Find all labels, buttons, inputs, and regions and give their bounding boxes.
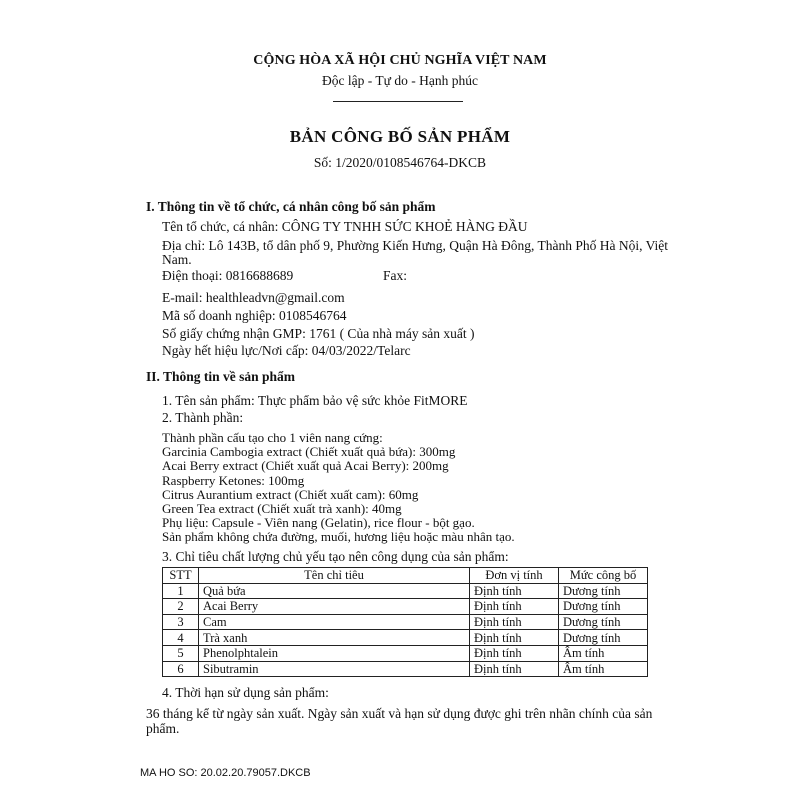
cell-unit: Định tính bbox=[470, 614, 559, 630]
col-criteria: Tên chỉ tiêu bbox=[199, 568, 470, 584]
address-line1: Địa chỉ: Lô 143B, tổ dân phố 9, Phường Kiến Hưng, Quận Hà Đông, Thành Phố Hà Nội, Việt bbox=[162, 238, 669, 253]
composition-line: Acai Berry extract (Chiết xuất quả Acai Berry): 200mg bbox=[162, 458, 449, 474]
cell-level: Dương tính bbox=[559, 630, 648, 646]
product-name: 1. Tên sản phẩm: Thực phẩm bảo vệ sức khỏe FitMORE bbox=[162, 393, 468, 408]
table-header-row bbox=[163, 568, 648, 584]
certificate-expiry: Ngày hết hiệu lực/Nơi cấp: 04/03/2022/Telarc bbox=[162, 343, 411, 358]
table-row bbox=[163, 645, 648, 661]
cell-stt: 6 bbox=[163, 661, 199, 677]
composition-line: Garcinia Cambogia extract (Chiết xuất quả bứa): 300mg bbox=[162, 444, 456, 460]
country-header: CỘNG HÒA XÃ HỘI CHỦ NGHĨA VIỆT NAM bbox=[253, 53, 547, 68]
cell-unit: Định tính bbox=[470, 661, 559, 677]
cell-unit: Định tính bbox=[470, 583, 559, 599]
fax: Fax: bbox=[383, 268, 408, 283]
cell-level: Dương tính bbox=[559, 614, 648, 630]
cell-level: Dương tính bbox=[559, 599, 648, 615]
shelf-life-line1: 36 tháng kể từ ngày sản xuất. Ngày sản xuất và hạn sử dụng được ghi trên nhãn chính của sản bbox=[146, 706, 653, 721]
cell-criteria: Sibutramin bbox=[199, 661, 470, 677]
cell-stt: 5 bbox=[163, 645, 199, 661]
composition-line: Thành phần cấu tạo cho 1 viên nang cứng: bbox=[162, 430, 383, 445]
table-row bbox=[163, 614, 648, 630]
phone: Điện thoại: 0816688689 bbox=[162, 268, 294, 283]
composition-list bbox=[162, 431, 515, 545]
cell-criteria: Trà xanh bbox=[199, 630, 470, 646]
cell-criteria: Cam bbox=[199, 614, 470, 630]
document-number: Số: 1/2020/0108546764-DKCB bbox=[313, 155, 487, 170]
composition-line: Green Tea extract (Chiết xuất trà xanh): 40mg bbox=[162, 501, 402, 517]
cell-criteria: Quả bứa bbox=[199, 583, 470, 599]
section2-heading: II. Thông tin về sản phẩm bbox=[146, 369, 296, 384]
cell-unit: Định tính bbox=[470, 630, 559, 646]
business-code: Mã số doanh nghiệp: 0108546764 bbox=[162, 308, 347, 323]
cell-stt: 3 bbox=[163, 614, 199, 630]
document-title: BẢN CÔNG BỐ SẢN PHẨM bbox=[289, 127, 511, 146]
table-row bbox=[163, 599, 648, 615]
composition-line: Phụ liệu: Capsule - Viên nang (Gelatin), rice flour - bột gạo. bbox=[162, 515, 475, 531]
cell-stt: 1 bbox=[163, 583, 199, 599]
col-level: Mức công bố bbox=[559, 568, 648, 584]
composition-line: Citrus Aurantium extract (Chiết xuất cam): 60mg bbox=[162, 486, 419, 502]
cell-criteria: Acai Berry bbox=[199, 599, 470, 615]
address-line2: Nam. bbox=[162, 252, 192, 267]
cell-level: Âm tính bbox=[559, 645, 648, 661]
col-unit: Đơn vị tính bbox=[470, 568, 559, 584]
quality-criteria-label: 3. Chỉ tiêu chất lượng chủ yếu tạo nên công dụng của sản phẩm: bbox=[162, 549, 509, 564]
gmp-certificate: Số giấy chứng nhận GMP: 1761 ( Của nhà máy sản xuất ) bbox=[162, 326, 475, 341]
org-name: Tên tổ chức, cá nhân: CÔNG TY TNHH SỨC KHOẺ HÀNG ĐẦU bbox=[162, 219, 528, 234]
col-stt: STT bbox=[163, 568, 199, 584]
cell-unit: Định tính bbox=[470, 599, 559, 615]
table-row bbox=[163, 630, 648, 646]
composition-line: Raspberry Ketones: 100mg bbox=[162, 472, 305, 488]
cell-unit: Định tính bbox=[470, 645, 559, 661]
shelf-life-line2: phẩm. bbox=[146, 721, 180, 736]
cell-stt: 4 bbox=[163, 630, 199, 646]
composition-line: Sản phẩm không chứa đường, muối, hương liệu hoặc màu nhân tạo. bbox=[162, 529, 515, 545]
header-divider bbox=[333, 101, 463, 102]
section1-heading: I. Thông tin về tổ chức, cá nhân công bố sản phẩm bbox=[146, 199, 436, 214]
table-row bbox=[163, 583, 648, 599]
national-motto: Độc lập - Tự do - Hạnh phúc bbox=[322, 73, 478, 88]
dossier-code: MA HO SO: 20.02.20.79057.DKCB bbox=[140, 767, 311, 779]
composition-label: 2. Thành phần: bbox=[162, 410, 244, 425]
quality-criteria-table bbox=[162, 567, 648, 677]
cell-criteria: Phenolphtalein bbox=[199, 645, 470, 661]
shelf-life-label: 4. Thời hạn sử dụng sản phẩm: bbox=[162, 685, 329, 700]
cell-level: Âm tính bbox=[559, 661, 648, 677]
cell-stt: 2 bbox=[163, 599, 199, 615]
cell-level: Dương tính bbox=[559, 583, 648, 599]
table-row bbox=[163, 661, 648, 677]
email: E-mail: healthleadvn@gmail.com bbox=[162, 290, 345, 305]
